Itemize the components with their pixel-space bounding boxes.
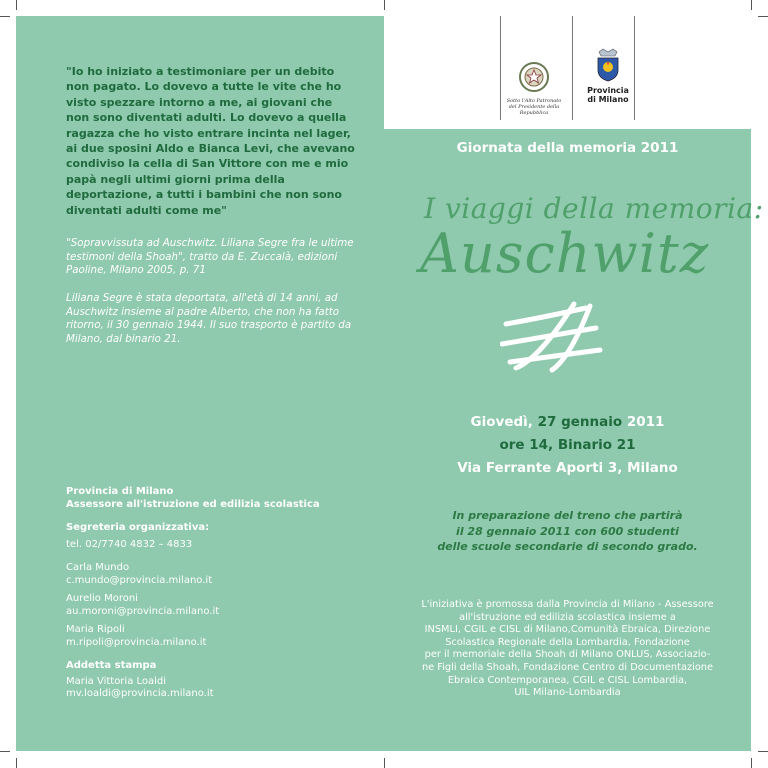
quote-source: "Sopravvissuta ad Auschwitz. Liliana Segre fra le ultime testimoni della Shoah", tratto da E. Zuccalà, edizioni Paoline, Milano 2005, p. 71 bbox=[66, 237, 354, 276]
segre-bio: Liliana Segre è stata deportata, all'età di 14 anni, ad Auschwitz insieme al padre Alberto, che non ha fatto ritorno, il 30 gennaio 1944. Il suo trasporto è partito da Milano, dal binario 21. bbox=[66, 292, 352, 345]
divider bbox=[500, 16, 501, 120]
prep-line: In preparazione del treno che partirà bbox=[452, 509, 683, 522]
event-title: Giornata della memoria 2011 bbox=[456, 140, 679, 156]
contact-email[interactable]: au.moroni@provincia.milano.it bbox=[66, 605, 220, 617]
phone-number: tel. 02/7740 4832 – 4833 bbox=[66, 538, 193, 550]
fold-mark bbox=[384, 0, 385, 10]
crop-mark bbox=[0, 16, 10, 17]
promo-line: per il memoriale della Shoah di Milano ONLUS, Associazio- bbox=[424, 649, 711, 661]
event-time: ore 14, Binario 21 bbox=[499, 437, 636, 453]
promoters-text bbox=[414, 599, 721, 700]
promo-line: L'iniziativa è promossa dalla Provincia di Milano - Assessore bbox=[421, 599, 714, 610]
promo-line: ne Figli della Shoah, Fondazione Centro di Documentazione bbox=[421, 661, 714, 673]
contacts-block bbox=[66, 486, 366, 701]
preparation-note bbox=[384, 508, 751, 555]
event-address: Via Ferrante Aporti 3, Milano bbox=[457, 460, 678, 476]
italian-republic-emblem bbox=[504, 60, 564, 116]
secretariat-heading: Segreteria organizzativa: bbox=[66, 522, 210, 533]
event-year: 2011 bbox=[622, 414, 665, 430]
contact-name: Maria Ripoli bbox=[66, 624, 125, 635]
promo-line: UIL Milano-Lombardia bbox=[514, 687, 621, 699]
press-contact-name: Maria Vittoria Loaldi bbox=[66, 675, 167, 687]
event-day: Giovedì, bbox=[470, 414, 538, 430]
event-date-highlight: 27 gennaio bbox=[537, 414, 623, 430]
contact-email[interactable]: m.ripoli@provincia.milano.it bbox=[66, 636, 207, 648]
provincia-milano-logo bbox=[584, 48, 632, 104]
divider bbox=[634, 16, 635, 120]
promo-line: INSMLI, CGIL e CISL di Milano,Comunità Ebraica, Direzione bbox=[424, 624, 711, 636]
contact-name: Carla Mundo bbox=[66, 562, 130, 573]
prep-line: il 28 gennaio 2011 con 600 studenti bbox=[456, 524, 679, 538]
crop-mark bbox=[16, 0, 17, 10]
segre-quote: "Io ho iniziato a testimoniare per un debito non pagato. Lo dovevo a tutte le vite che ho visto spezzare intorno a me, ai giovani che non sono diventati adulti. Lo dovevo a quella ragazza che ho visto entrare incinta nel lager, ai due sposini Aldo e Bianca Levi, che avevano condiviso la cella di San Vittore con me e mio papà negli ultimi giorni prima della deportazione, a tutti i bambini che non sono diventati adulti come me" bbox=[66, 65, 355, 217]
promo-line: all'istruzione ed edilizia scolastica insieme a bbox=[459, 611, 676, 623]
crop-mark bbox=[751, 0, 752, 10]
press-contact-email[interactable]: mv.loaldi@provincia.milano.it bbox=[66, 688, 214, 699]
press-heading: Addetta stampa bbox=[66, 660, 157, 671]
fold-mark bbox=[384, 758, 385, 768]
provincia-label-2: di Milano bbox=[587, 95, 629, 104]
promo-line: Ebraica Contemporanea, CGIL e CISL Lombardia, bbox=[447, 674, 688, 686]
org-department: Assessore all'istruzione ed edilizia scolastica bbox=[66, 498, 320, 510]
event-date bbox=[384, 414, 751, 430]
crop-mark bbox=[0, 751, 10, 752]
crop-mark bbox=[751, 758, 752, 768]
emblem-caption: Sotto l'Alto Patronato del Presidente della Repubblica bbox=[506, 98, 562, 116]
crop-mark bbox=[16, 758, 17, 768]
coat-of-arms-icon bbox=[593, 48, 623, 82]
script-title: Auschwitz bbox=[420, 222, 710, 285]
provincia-label-1: Provincia bbox=[587, 86, 629, 95]
prep-line: delle scuole secondarie di secondo grado. bbox=[437, 540, 698, 553]
divider bbox=[572, 16, 573, 120]
crop-mark bbox=[758, 16, 768, 17]
contact-email[interactable]: c.mundo@provincia.milano.it bbox=[66, 574, 213, 586]
crop-mark bbox=[758, 751, 768, 752]
promo-line: Scolastica Regionale della Lombardia, Fondazione bbox=[445, 636, 690, 648]
contact-name: Aurelio Moroni bbox=[66, 593, 138, 604]
script-subtitle: I viaggi della memoria: bbox=[424, 192, 764, 225]
org-name: Provincia di Milano bbox=[66, 486, 174, 497]
logo-area bbox=[384, 16, 751, 129]
star-emblem-icon bbox=[517, 60, 551, 94]
railway-tracks-icon bbox=[500, 300, 610, 375]
